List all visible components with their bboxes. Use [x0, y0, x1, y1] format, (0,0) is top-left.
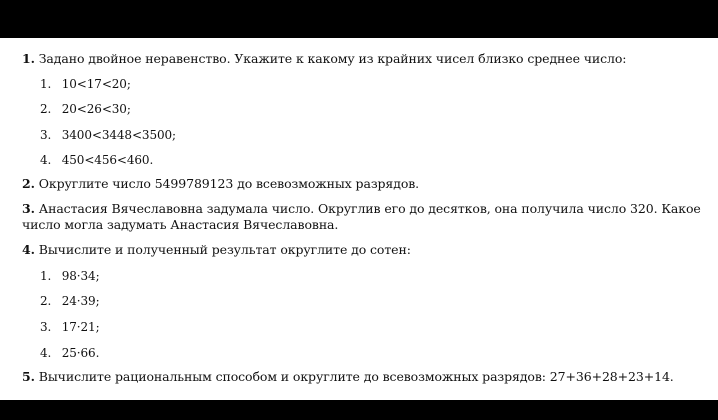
task-number: 5.	[22, 369, 35, 384]
list-item	[40, 268, 100, 284]
item-text: 25·66.	[61, 346, 100, 360]
task-text: Вычислите и полученный результат округлите до сотен:	[38, 242, 411, 257]
list-item	[40, 127, 176, 143]
task-text: число могла задумать Анастасия Вячеславовна.	[22, 217, 339, 232]
task-number: 2.	[22, 176, 35, 191]
task-3-continuation	[22, 217, 338, 233]
task-text: Округлите число 5499789123 до всевозможных разрядов.	[38, 176, 420, 191]
task-number: 3.	[22, 201, 35, 216]
item-text: 450<456<460.	[61, 153, 154, 167]
task-number: 1.	[22, 51, 35, 66]
task-2	[22, 176, 419, 192]
item-index: 3.	[40, 128, 52, 142]
list-item	[40, 293, 100, 309]
item-index: 1.	[40, 269, 52, 283]
task-number: 4.	[22, 242, 35, 257]
list-item	[40, 345, 99, 361]
item-index: 3.	[40, 320, 52, 334]
item-text: 10<17<20;	[61, 77, 131, 91]
item-text: 24·39;	[61, 294, 100, 308]
item-text: 3400<3448<3500;	[61, 128, 176, 142]
task-4	[22, 242, 411, 258]
task-1	[22, 51, 626, 67]
item-index: 2.	[40, 102, 52, 116]
item-text: 98·34;	[61, 269, 100, 283]
list-item	[40, 152, 153, 168]
item-index: 4.	[40, 153, 52, 167]
list-item	[40, 76, 131, 92]
task-text: Задано двойное неравенство. Укажите к какому из крайних чисел близко среднее число:	[38, 51, 627, 66]
item-index: 1.	[40, 77, 52, 91]
task-text: Анастасия Вячеславовна задумала число. Округлив его до десятков, она получила число 320. Какое	[38, 201, 701, 216]
list-item	[40, 101, 131, 117]
item-text: 17·21;	[61, 320, 100, 334]
task-3	[22, 201, 701, 217]
task-text: Вычислите рациональным способом и округлите до всевозможных разрядов: 27+36+28+23+14.	[38, 369, 674, 384]
item-index: 4.	[40, 346, 52, 360]
task-5	[22, 369, 674, 385]
list-item	[40, 319, 100, 335]
item-text: 20<26<30;	[61, 102, 131, 116]
worksheet-page	[0, 38, 718, 400]
item-index: 2.	[40, 294, 52, 308]
